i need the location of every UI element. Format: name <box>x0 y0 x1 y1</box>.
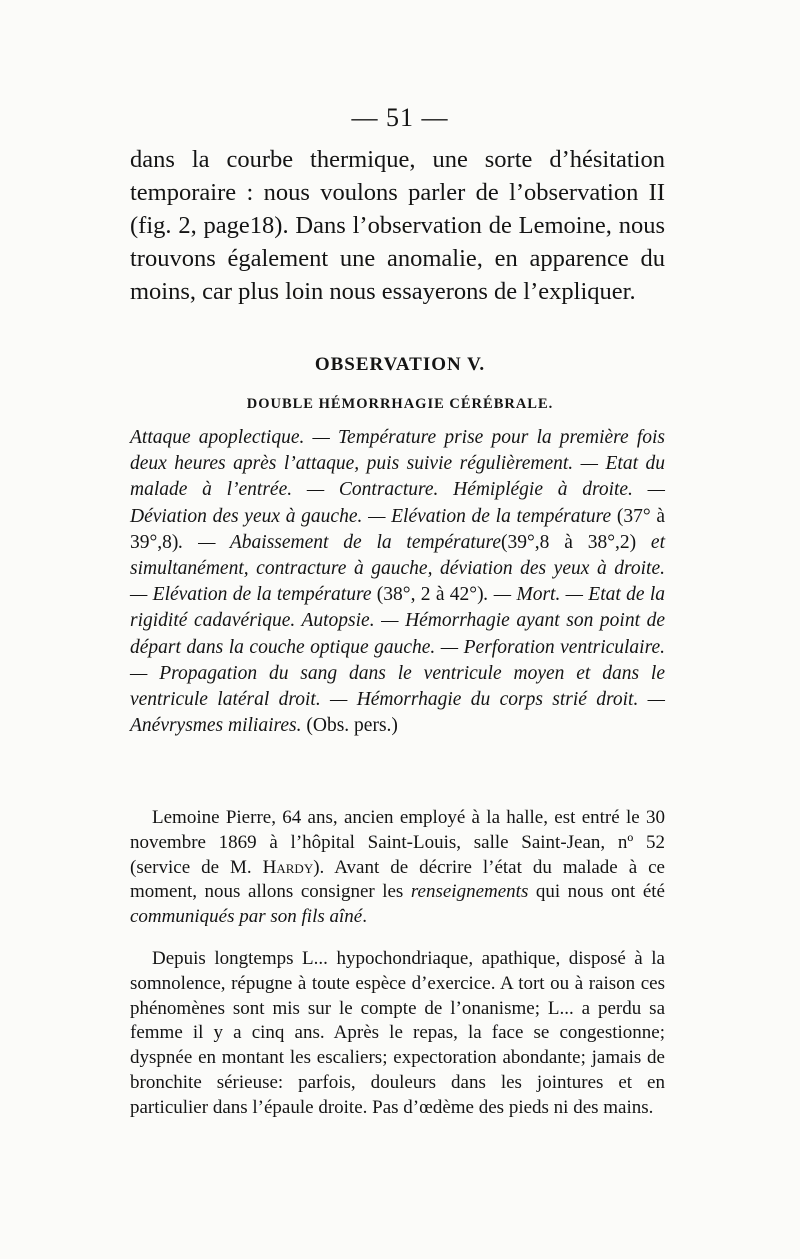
summary-text-4: . — Mort. — Etat de la rigidité cadavérique. Autopsie. — Hémorrhagie ayant son point de départ dans la couche optique gauche. — Perforation ventriculaire. — Propagation du sang dans le ventricule moyen et dans le ventricule latéral droit. — Hémorrhagie du corps strié droit. — Anévrysmes miliaires. <box>130 584 665 737</box>
body-paragraph-2: Depuis longtemps L... hypochondriaque, apathique, disposé à la somnolence, répugne à toute espèce d’exercice. A tort ou à raison ces phénomènes sont mis sur le compte de l’onanisme; L... a perdu sa femme il y a cinq ans. Après le repas, la face se congestionne; dyspnée en montant les escaliers; expectoration abondante; jamais de bronchite sérieuse: parfois, douleurs dans les jointures et en particulier dans l’épaule droite. Pas d’œdème des pieds ni des mains. <box>130 948 665 1118</box>
observation-summary <box>130 425 665 739</box>
summary-range-2: (39°,8 à 38°,2) <box>501 531 637 553</box>
summary-range-3: (38°, 2 à 42°) <box>376 584 484 606</box>
observation-title: OBSERVATION V. <box>314 354 486 375</box>
body-paragraph-1 <box>130 806 665 930</box>
summary-text-1: Attaque apoplectique. — Température prise pour la première fois deux heures après l’attaque, puis suivie régulièrement. — Etat du malade à l’entrée. — Contracture. Hémiplégie à droite. — Déviation des yeux à gauche. — Elévation de la température <box>130 427 665 527</box>
emphasis-communiques: communiqués par son fils aîné <box>130 906 363 928</box>
summary-text-2: . — Abaissement de la température <box>178 531 502 553</box>
observation-subtitle: DOUBLE HÉMORRHAGIE CÉRÉBRALE. <box>246 396 554 412</box>
summary-range-1: (37° à 39°,8) <box>130 505 665 553</box>
paragraph1-text-3: qui nous ont été <box>528 881 665 903</box>
page-number: — 51 — <box>351 103 449 132</box>
summary-text-3: et simultanément, contracture à gauche, déviation des yeux à droite. — Elévation de la température <box>130 531 665 606</box>
paragraph1-text-4: . <box>362 906 367 928</box>
summary-source: (Obs. pers.) <box>306 715 398 737</box>
emphasis-renseignements: renseignements <box>410 881 529 903</box>
doctor-name: Hardy <box>262 856 314 878</box>
paragraph1-text-1: Lemoine Pierre, 64 ans, ancien employé à la halle, est entré le 30 novembre 1869 à l’hôpital Saint-Louis, salle Saint-Jean, nº 52 (service de M. <box>130 807 665 878</box>
intro-paragraph: dans la courbe thermique, une sorte d’hésitation temporaire : nous voulons parler de l’observation II (fig. 2, page18). Dans l’observation de Lemoine, nous trouvons également une anomalie, en apparence du moins, car plus loin nous essayerons de l’expliquer. <box>130 146 665 305</box>
paragraph1-text-2: ). Avant de décrire l’état du malade à ce moment, nous allons consigner les <box>130 856 665 903</box>
